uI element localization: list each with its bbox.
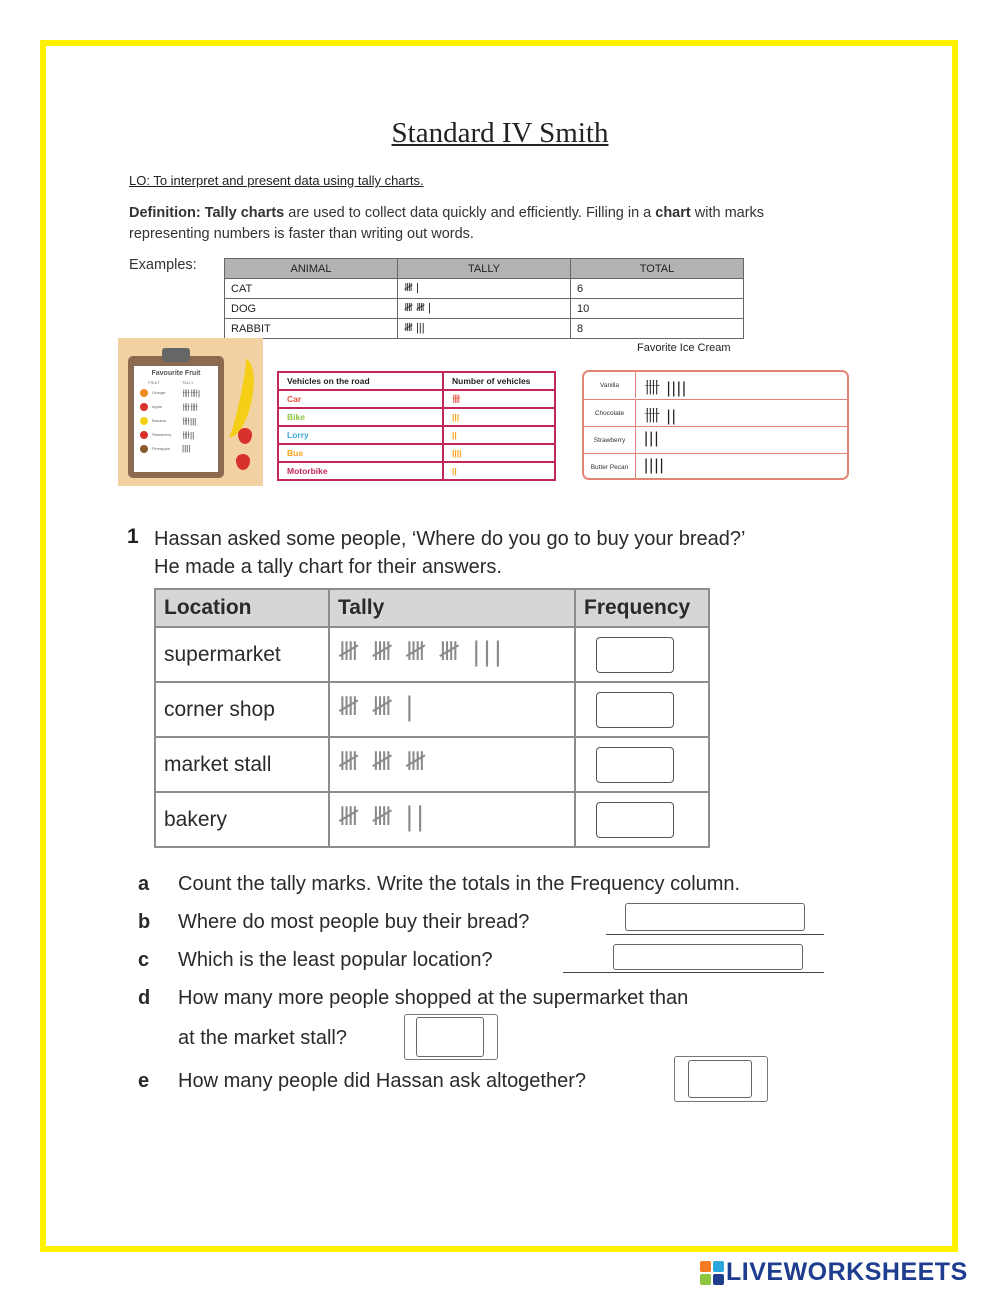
part-letter: d	[138, 987, 151, 1009]
question-text	[154, 525, 745, 581]
part-letter: b	[138, 911, 151, 933]
tally-cell: 𝍸 |||	[398, 319, 571, 339]
banana-icon	[140, 417, 148, 425]
vehicles-table	[277, 371, 556, 481]
table-row	[584, 426, 847, 453]
column-header: ANIMAL	[225, 259, 398, 279]
flavor-tally: 卌 ||	[644, 408, 677, 425]
part-text: Where do most people buy their bread?	[178, 911, 530, 933]
question-number: 1	[127, 525, 139, 548]
answer-underline	[606, 934, 824, 935]
frequency-input[interactable]	[596, 637, 674, 673]
table-row	[225, 299, 744, 319]
list-item	[140, 430, 214, 440]
answer-input-c[interactable]	[613, 944, 803, 970]
fruit-tally: 卌卌	[182, 403, 198, 412]
list-item	[140, 416, 214, 426]
liveworksheets-logo-icon	[700, 1261, 724, 1285]
column-header: Location	[155, 589, 329, 627]
part-text: How many people did Hassan ask altogether?	[178, 1070, 587, 1092]
table-row	[584, 372, 847, 399]
tally-cell: 𝍸 𝍸 |	[329, 682, 575, 737]
answer-input-b[interactable]	[625, 903, 805, 931]
animal-cell: CAT	[225, 279, 398, 299]
fruit-name: Apple	[152, 404, 163, 409]
flavor-name: Chocolate	[584, 400, 636, 426]
vehicle-tally: ||||	[443, 444, 555, 462]
tally-cell: 𝍸 𝍸 |	[398, 299, 571, 319]
orange-icon	[140, 389, 148, 397]
table-row	[225, 319, 744, 339]
frequency-input[interactable]	[596, 802, 674, 838]
question-part-d	[138, 987, 688, 1010]
total-cell: 10	[571, 299, 744, 319]
clipboard-icon	[128, 356, 224, 478]
total-cell: 8	[571, 319, 744, 339]
vehicle-name: Bus	[278, 444, 443, 462]
question-part-b	[138, 911, 529, 934]
page-title: Standard IV Smith	[391, 117, 609, 149]
flavor-tally: 卌 ||||	[644, 380, 688, 397]
vehicle-name: Motorbike	[278, 462, 443, 480]
apple-icon	[140, 403, 148, 411]
table-row	[278, 408, 555, 426]
total-cell: 6	[571, 279, 744, 299]
table-row	[225, 279, 744, 299]
list-item	[140, 388, 214, 398]
examples-label: Examples:	[129, 257, 197, 273]
answer-input-e[interactable]	[688, 1060, 752, 1098]
location-cell: market stall	[155, 737, 329, 792]
part-text: Which is the least popular location?	[178, 949, 493, 971]
list-item	[140, 444, 214, 454]
table-row	[584, 453, 847, 480]
tally-cell: 𝍸 𝍸 ||	[329, 792, 575, 847]
fruit-clipboard-image	[118, 338, 263, 486]
animal-tally-table	[224, 258, 744, 339]
question-part-e	[138, 1070, 586, 1093]
tally-cell: 𝍸 𝍸 𝍸 𝍸 |||	[329, 627, 575, 682]
frequency-cell	[575, 792, 709, 847]
table-row	[278, 390, 555, 408]
question-line: He made a tally chart for their answers.	[154, 556, 502, 578]
question-part-a	[138, 873, 740, 896]
frequency-input[interactable]	[596, 692, 674, 728]
clipboard-title: Favourite Fruit	[151, 370, 201, 377]
question-part-d-cont	[138, 1027, 347, 1050]
question-part-c	[138, 949, 493, 972]
frequency-cell	[575, 682, 709, 737]
fruit-name: Banana	[152, 418, 166, 423]
strawberry-icon	[236, 454, 250, 470]
clipboard-header: TALLY	[182, 380, 194, 385]
flavor-name: Butter Pecan	[584, 454, 636, 480]
location-cell: supermarket	[155, 627, 329, 682]
strawberry-icon	[238, 428, 252, 444]
pineapple-icon	[140, 445, 148, 453]
ice-cream-title: Favorite Ice Cream	[637, 342, 731, 354]
vehicle-tally: ||	[443, 426, 555, 444]
location-cell: corner shop	[155, 682, 329, 737]
liveworksheets-brand[interactable]: LIVEWORKSHEETS	[726, 1258, 968, 1286]
location-cell: bakery	[155, 792, 329, 847]
tally-cell: 𝍸 𝍸 𝍸	[329, 737, 575, 792]
flavor-tally: ||||	[644, 457, 665, 474]
clipboard-header: FRUIT	[148, 380, 160, 385]
vehicle-name: Car	[278, 390, 443, 408]
column-header: TALLY	[398, 259, 571, 279]
flavor-tally: |||	[644, 430, 660, 447]
bread-tally-table	[154, 588, 710, 848]
question-line: Hassan asked some people, ‘Where do you go to buy your bread?’	[154, 528, 746, 550]
fruit-tally: 卌卌|	[182, 389, 201, 398]
vehicle-name: Bike	[278, 408, 443, 426]
tally-cell: 𝍸 |	[398, 279, 571, 299]
table-row	[584, 399, 847, 426]
part-letter: a	[138, 873, 150, 895]
part-text: at the market stall?	[178, 1027, 347, 1049]
vehicle-tally: |||	[443, 408, 555, 426]
fruit-name: Orange	[152, 390, 166, 395]
part-letter: c	[138, 949, 150, 971]
answer-input-d[interactable]	[416, 1017, 484, 1057]
ice-cream-chart	[582, 370, 849, 480]
table-row	[278, 462, 555, 480]
flavor-name: Strawberry	[584, 427, 636, 453]
vehicle-name: Lorry	[278, 426, 443, 444]
column-header: TOTAL	[571, 259, 744, 279]
table-row	[155, 737, 709, 792]
column-header: Frequency	[575, 589, 709, 627]
list-item	[140, 402, 214, 412]
fruit-name: Strawberry	[152, 432, 172, 437]
vehicle-tally: 卌	[443, 390, 555, 408]
fruit-tally: 卌|||	[182, 417, 197, 426]
table-row	[155, 627, 709, 682]
column-header: Number of vehicles	[443, 372, 555, 390]
learning-objective: LO: To interpret and present data using tally charts.	[129, 173, 424, 188]
table-row	[278, 444, 555, 462]
column-header: Tally	[329, 589, 575, 627]
part-text: How many more people shopped at the supermarket than	[178, 987, 689, 1009]
fruit-name: Pineapple	[152, 446, 170, 451]
table-row	[155, 682, 709, 737]
column-header: Vehicles on the road	[278, 372, 443, 390]
table-row	[155, 792, 709, 847]
definition-text: Definition: Tally charts are used to collect data quickly and efficiently. Filling in a chart with marks representing numbers is faster than writing out words.	[129, 205, 765, 242]
frequency-cell	[575, 627, 709, 682]
frequency-cell	[575, 737, 709, 792]
fruit-tally: 卌||	[182, 431, 195, 440]
table-row	[278, 426, 555, 444]
answer-underline	[563, 972, 824, 973]
part-text: Count the tally marks. Write the totals in the Frequency column.	[178, 873, 741, 895]
animal-cell: RABBIT	[225, 319, 398, 339]
flavor-name: Vanilla	[584, 372, 636, 398]
animal-cell: DOG	[225, 299, 398, 319]
fruit-tally: ||||	[182, 444, 191, 453]
frequency-input[interactable]	[596, 747, 674, 783]
vehicle-tally: ||	[443, 462, 555, 480]
strawberry-icon	[140, 431, 148, 439]
part-letter: e	[138, 1070, 150, 1092]
